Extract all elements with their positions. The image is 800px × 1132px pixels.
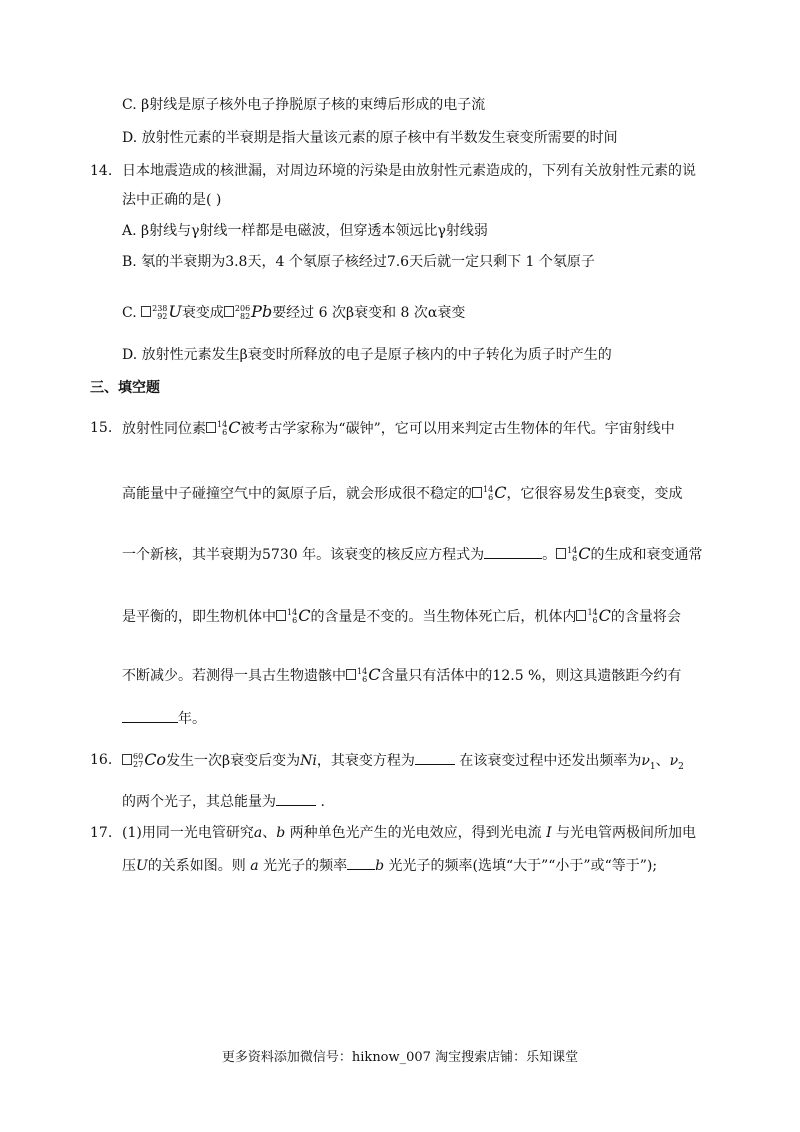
nuclide-c14: 14 6 — [357, 667, 368, 684]
missing-glyph-box — [122, 754, 132, 765]
q16-line1: 60 27 Co发生一次β衰变后变为Ni，其衰变方程为 在该衰变过程中还发出频率为$\nu_1$、$\nu_2$ — [122, 750, 684, 777]
answer-blank[interactable] — [347, 855, 375, 870]
answer-blank[interactable] — [484, 544, 542, 559]
nuclide-co60: 60 27 — [133, 752, 144, 769]
q15-number: 15. — [90, 420, 113, 436]
missing-glyph-box — [576, 610, 586, 621]
nuclide-c14: 14 6 — [483, 485, 494, 502]
q14-option-a: A. β射线与γ射线一样都是电磁波，但穿透本领远比γ射线弱 — [122, 223, 488, 239]
q17-line1: (1)用同一光电管研究a、b 两种单色光产生的光电效应，得到光电流 I 与光电管两极间所加电 — [122, 825, 697, 841]
answer-blank[interactable] — [122, 708, 178, 723]
q15-line2: 高能量中子碰撞空气中的氮原子后，就会形成很不稳定的 14 6 C，它很容易发生β衰变，变成 — [122, 483, 683, 502]
nuclide-pb: 206 82 — [234, 304, 251, 321]
page-footer: 更多资料添加微信号：hiknow_007 淘宝搜索店铺：乐知课堂 — [221, 1050, 579, 1065]
q14-stem-line2: 法中正确的是( ) — [122, 192, 222, 208]
missing-glyph-box — [472, 487, 482, 498]
q14-option-c: C. 238 92 U衰变成 206 82 Pb要经过 6 次β衰变和 8 次α衰变 — [122, 302, 466, 321]
q15-line1: 放射性同位素 14 6 C被考古学家称为“碳钟”，它可以用来判定古生物体的年代。宇宙射线中 — [122, 418, 675, 437]
q15-line5: 不断减少。若测得一具古生物遗骸中 14 6 C含量只有活体中的12.5 %，则这具遗骸距今约有 — [122, 665, 682, 684]
q13-option-d: D. 放射性元素的半衰期是指大量该元素的原子核中有半数发生衰变所需要的时间 — [122, 130, 618, 146]
q14-stem-line1: 日本地震造成的核泄漏，对周边环境的污染是由放射性元素造成的，下列有关放射性元素的说 — [122, 163, 696, 179]
q13-option-c: C. β射线是原子核外电子挣脱原子核的束缚后形成的电子流 — [122, 97, 486, 113]
q17-number: 17. — [90, 825, 113, 841]
q14-number: 14. — [90, 163, 113, 179]
q14-option-d: D. 放射性元素发生β衰变时所释放的电子是原子核内的中子转化为质子时产生的 — [122, 347, 612, 363]
missing-glyph-box — [141, 306, 151, 317]
nuclide-c14: 14 6 — [587, 608, 598, 625]
q16-line2: 的两个光子，其总能量为 . — [122, 791, 325, 812]
q17-line2: 压U的关系如图。则 a 光光子的频率 b 光光子的频率(选填“大于”“小于”或“等于”); — [122, 855, 657, 876]
missing-glyph-box — [276, 610, 286, 621]
nuclide-c14: 14 6 — [287, 608, 298, 625]
q14-option-b: B. 氡的半衰期为3.8天，4 个氡原子核经过7.6天后就一定只剩下 1 个氡原子 — [122, 254, 595, 270]
q16-number: 16. — [90, 752, 113, 768]
section-title-fill-blank: 三、填空题 — [90, 380, 160, 396]
missing-glyph-box — [224, 306, 234, 317]
answer-blank[interactable] — [415, 750, 455, 765]
answer-blank[interactable] — [276, 791, 316, 806]
missing-glyph-box — [556, 548, 566, 559]
q15-line3: 一个新核，其半衰期为5730 年。该衰变的核反应方程式为 。 14 6 C的生成和衰变通常 — [122, 544, 703, 563]
missing-glyph-box — [346, 669, 356, 680]
nuclide-c14: 14 6 — [217, 420, 228, 437]
q15-line6: 年。 — [122, 708, 206, 729]
q15-line4: 是平衡的，即生物机体中 14 6 C的含量是不变的。当生物体死亡后，机体内 14 6 C的含量将会 — [122, 606, 681, 625]
nuclide-c14: 14 6 — [567, 546, 578, 563]
missing-glyph-box — [206, 422, 216, 433]
nuclide-u: 238 92 — [152, 304, 168, 321]
